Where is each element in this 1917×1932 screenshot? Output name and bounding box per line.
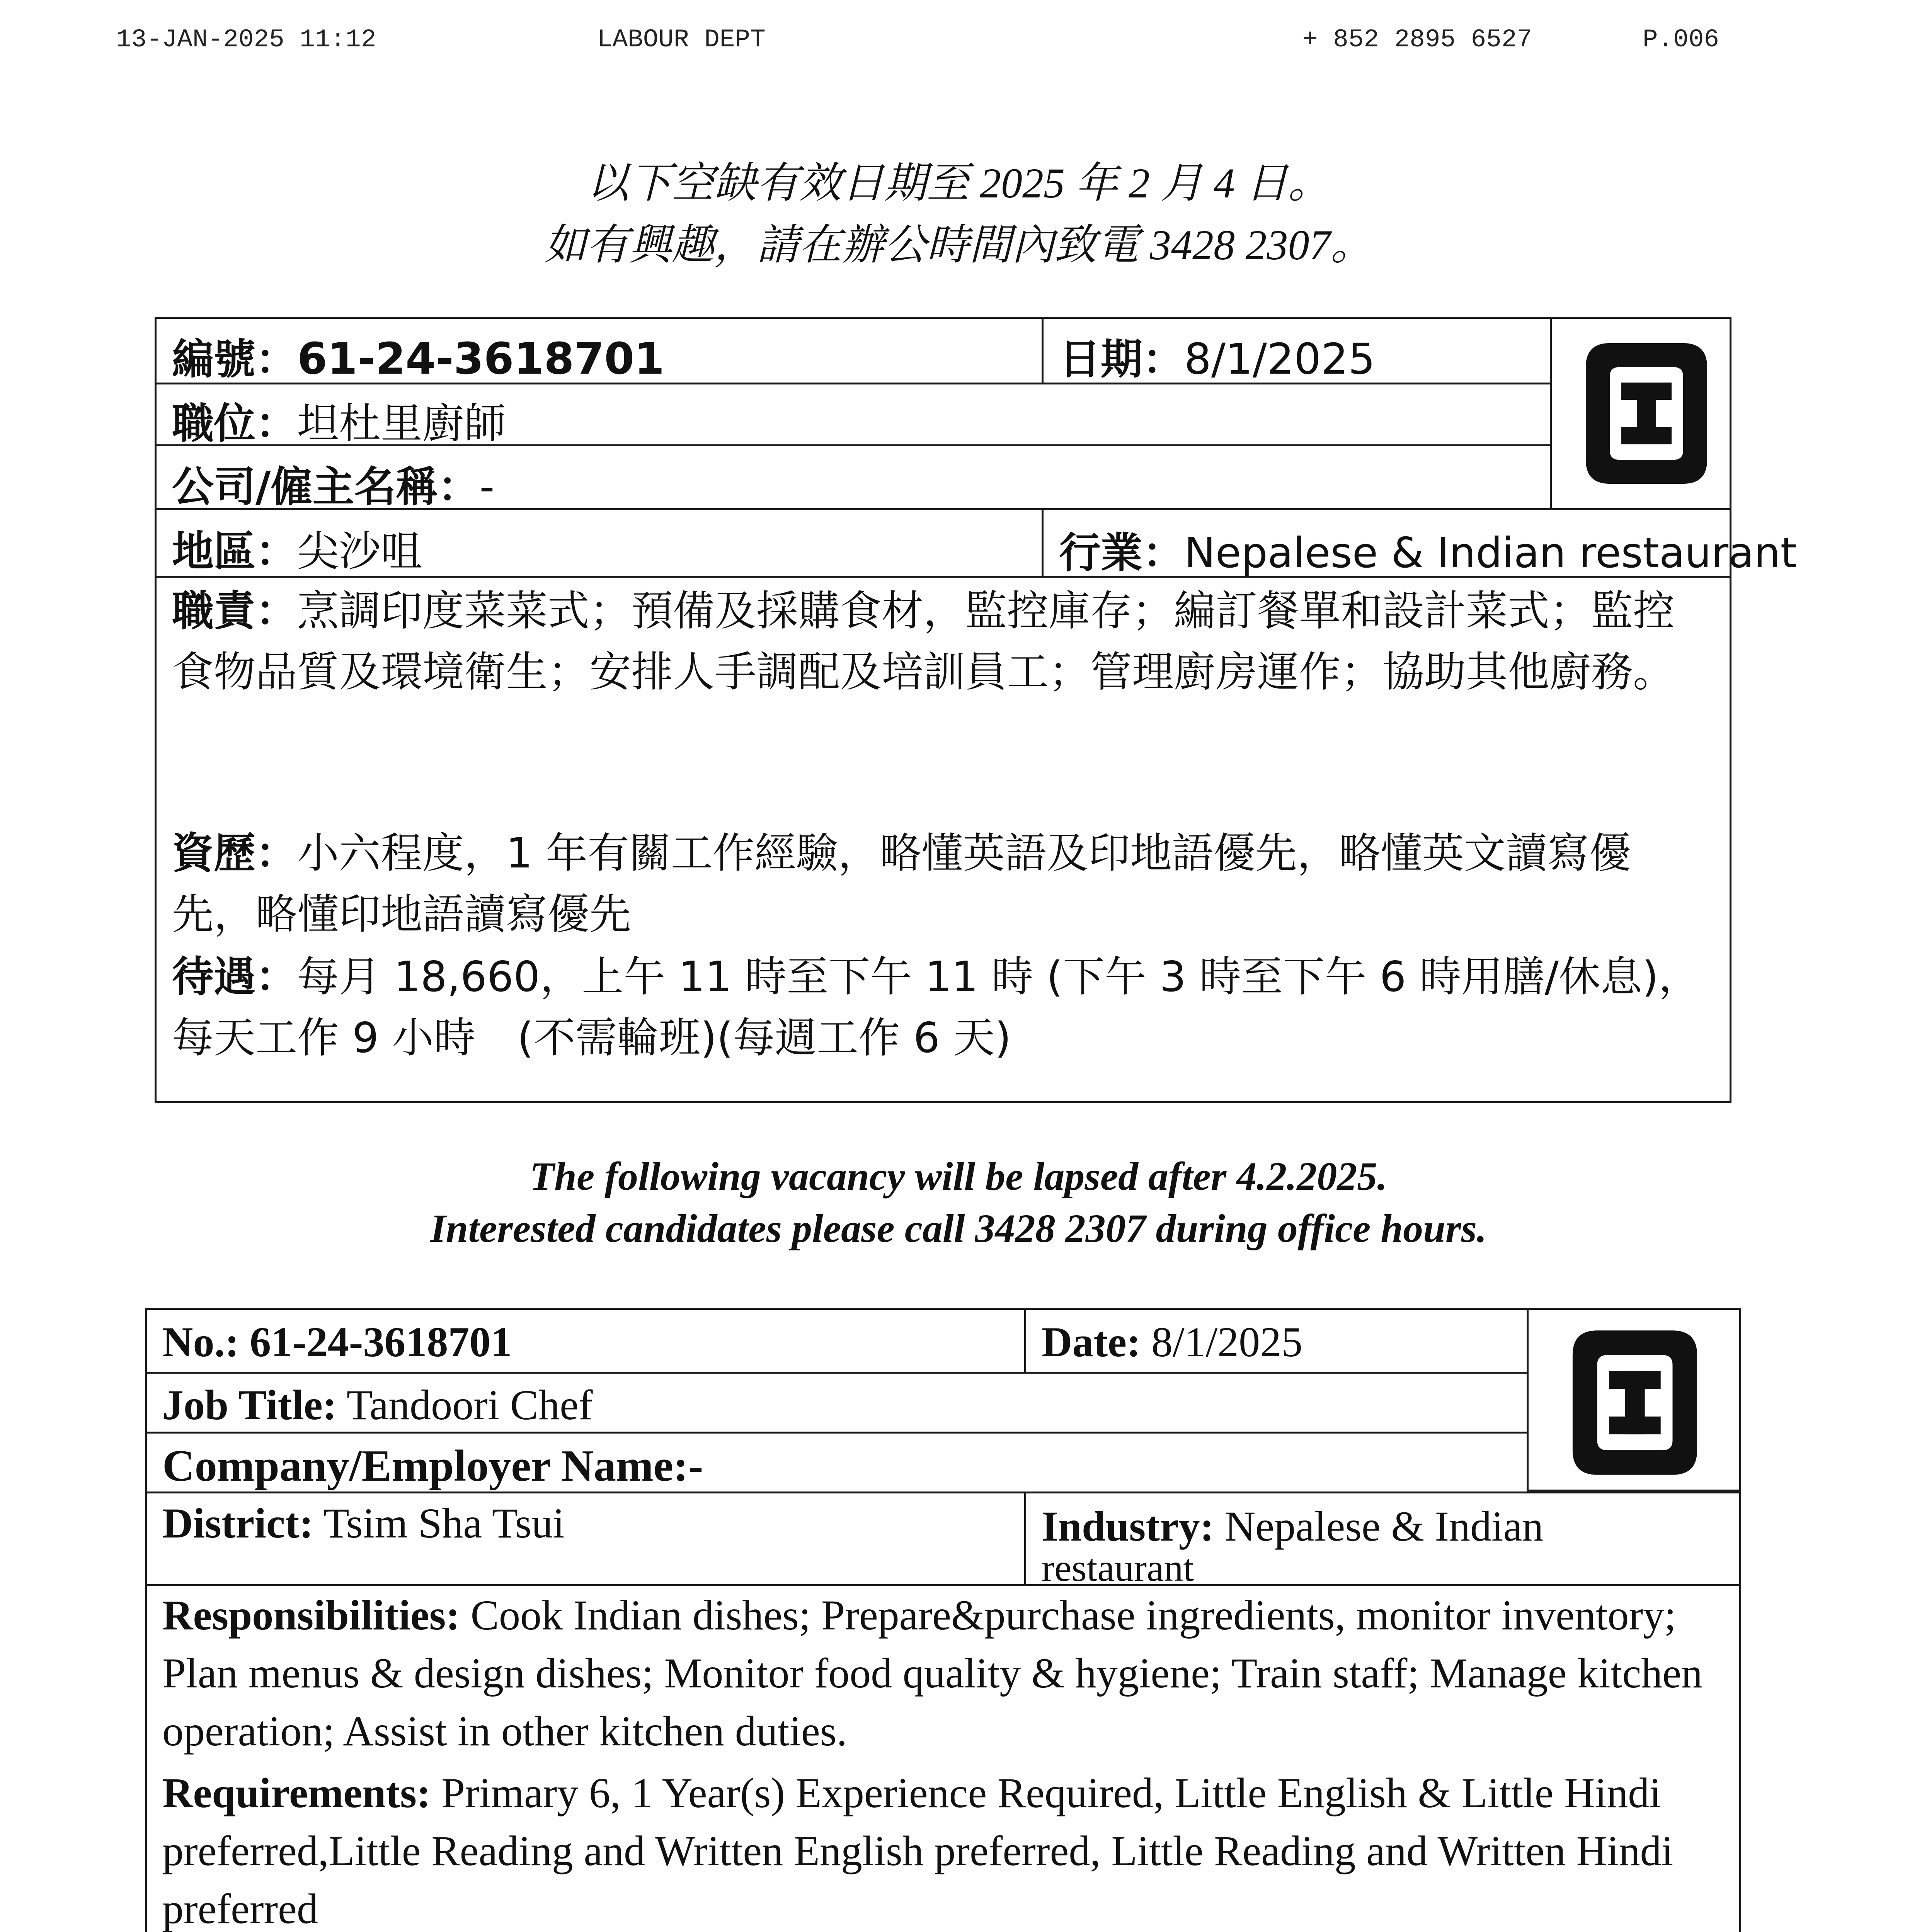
responsibilities-label-en: Responsibilities: <box>162 1592 460 1639</box>
job-title-label-zh: 職位： <box>172 400 298 448</box>
labour-department-logo-icon <box>1583 340 1710 487</box>
number-cell-zh <box>155 317 1044 384</box>
district-cell-en <box>145 1492 1026 1586</box>
duties-paragraph-zh <box>172 581 1702 703</box>
date-label-en: Date: <box>1042 1318 1141 1366</box>
number-label-zh: 編號： <box>172 335 298 384</box>
notice-zh-line2: 如有興趣，請在辦公時間內致電 3428 2307。 <box>544 221 1373 269</box>
district-label-en: District: <box>162 1500 313 1547</box>
terms-paragraph-zh <box>172 947 1702 1069</box>
logo-cell-zh <box>1550 317 1731 510</box>
employer-value-en: - <box>688 1441 703 1491</box>
requirements-paragraph-zh <box>172 823 1702 945</box>
employer-label-en: Company/Employer Name: <box>162 1441 688 1491</box>
labour-department-logo-icon <box>1561 1327 1708 1478</box>
employer-value-zh: - <box>479 463 495 511</box>
district-cell-zh <box>155 508 1044 578</box>
date-cell-en <box>1024 1308 1529 1374</box>
notice-en-line2: Interested candidates please call 3428 2307 during office hours. <box>430 1206 1487 1251</box>
requirements-label-zh: 資歷： <box>172 829 298 878</box>
notice-en-line1: The following vacancy will be lapsed after 4.2.2025. <box>529 1154 1388 1199</box>
job-title-value-en: Tandoori Chef <box>346 1381 593 1429</box>
duties-text-zh: 烹調印度菜菜式；預備及採購食材，監控庫存；編訂餐單和設計菜式；監控食物品質及環境衛生；安排人手調配及培訓員工；管理廚房運作；協助其他廚務。 <box>172 587 1675 696</box>
district-value-en: Tsim Sha Tsui <box>323 1500 565 1547</box>
duties-label-zh: 職責： <box>172 587 298 635</box>
number-value-en: 61-24-3618701 <box>250 1318 512 1366</box>
date-value-zh: 8/1/2025 <box>1184 334 1376 384</box>
fax-date-time: 13-JAN-2025 11:12 <box>116 25 376 54</box>
requirements-text-en: Primary 6, 1 Year(s) Experience Required, Little English & Little Hindi preferred,Little Reading and Written English preferred, Little Reading and Written Hindi preferred <box>162 1769 1674 1932</box>
date-label-zh: 日期： <box>1059 335 1185 384</box>
date-cell-zh <box>1042 317 1552 384</box>
details-cell-zh <box>155 576 1731 1103</box>
vacancy-card-zh <box>155 317 1797 1103</box>
industry-cell-zh <box>1042 508 1797 578</box>
industry-label-zh: 行業： <box>1059 529 1185 577</box>
employer-cell-en <box>145 1432 1529 1493</box>
number-label-en: No.: <box>162 1318 239 1366</box>
job-title-value-zh: 坦杜里廚師 <box>297 400 506 448</box>
employer-label-zh: 公司/僱主名稱： <box>172 463 480 511</box>
district-value-zh: 尖沙咀 <box>297 527 423 576</box>
industry-value-line2-en: restaurant <box>1042 1546 1194 1589</box>
job-title-label-en: Job Title: <box>162 1381 337 1429</box>
fax-page-number: P.006 <box>1643 25 1720 54</box>
details-cell-en <box>145 1584 1741 1932</box>
terms-label-zh: 待遇： <box>172 953 298 1001</box>
district-label-zh: 地區： <box>172 527 298 576</box>
notice-zh-line1: 以下空缺有效日期至 2025 年 2 月 4 日。 <box>586 160 1331 207</box>
number-value-zh: 61-24-3618701 <box>297 334 665 384</box>
fax-department: LABOUR DEPT <box>597 25 766 54</box>
responsibilities-paragraph-en <box>162 1586 1724 1760</box>
requirements-label-en: Requirements: <box>162 1769 431 1816</box>
industry-label-en: Industry: <box>1042 1503 1214 1550</box>
industry-value-line1-en: Nepalese & Indian <box>1224 1503 1544 1550</box>
employer-cell-zh <box>155 444 1552 510</box>
fax-header <box>116 25 1759 60</box>
logo-cell-en <box>1527 1308 1741 1492</box>
industry-cell-en <box>1024 1492 1741 1589</box>
date-value-en: 8/1/2025 <box>1151 1318 1303 1366</box>
vacancy-card-en <box>145 1308 1741 1932</box>
number-cell-en <box>145 1308 1026 1374</box>
requirements-text-zh: 小六程度，1 年有關工作經驗，略懂英語及印地語優先，略懂英文讀寫優先，略懂印地語讀寫優先 <box>172 829 1631 939</box>
job-title-cell-en <box>145 1372 1529 1434</box>
requirements-paragraph-en <box>162 1764 1724 1932</box>
fax-phone: + 852 2895 6527 <box>1302 25 1532 54</box>
responsibilities-text-en: Cook Indian dishes; Prepare&purchase ingredients, monitor inventory; Plan menus & design dishes; Monitor food quality & hygiene; Train staff; Manage kitchen operation; Assist in other kitchen duties. <box>162 1592 1703 1755</box>
industry-value-zh: Nepalese & Indian restaurant <box>1184 529 1797 577</box>
job-title-cell-zh <box>155 383 1552 446</box>
terms-text-zh: 每月 18,660，上午 11 時至下午 11 時 (下午 3 時至下午 6 時用膳/休息)，每天工作 9 小時 (不需輪班)(每週工作 6 天) <box>172 953 1701 1062</box>
